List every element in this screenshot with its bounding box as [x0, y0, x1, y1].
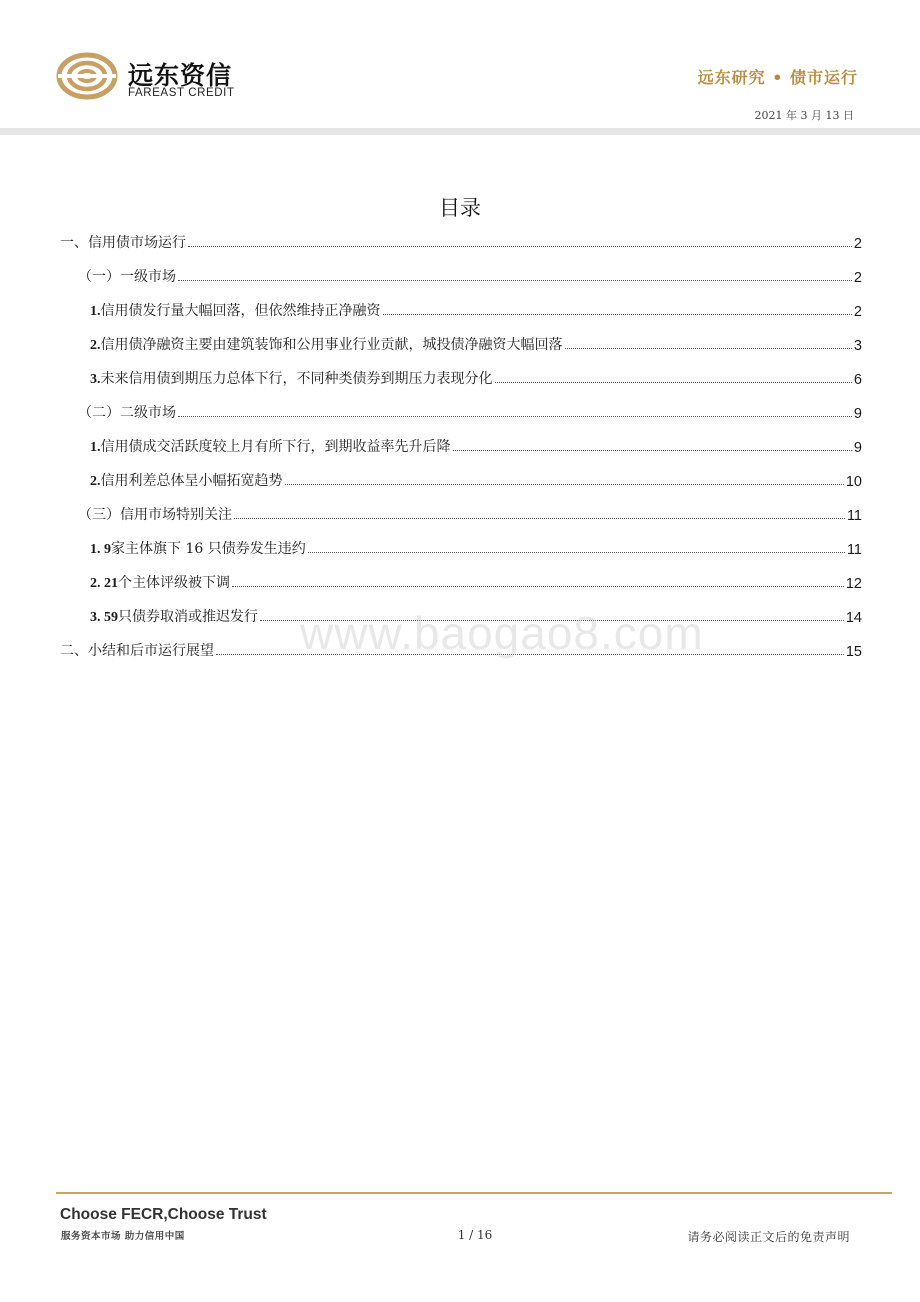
toc-entry-label: 家主体旗下 16 只债券发生违约 — [111, 541, 306, 557]
leader-dots — [453, 449, 852, 451]
toc-entry[interactable] — [90, 468, 862, 490]
toc-entry-page: 2 — [853, 236, 862, 252]
toc-entry[interactable] — [78, 264, 862, 286]
toc-entry-label: （二）二级市场 — [78, 405, 176, 421]
toc-entry[interactable] — [90, 332, 862, 354]
toc-entry[interactable] — [90, 434, 862, 456]
toc-entry-label: 未来信用债到期压力总体下行，不同种类债券到期压力表现分化 — [100, 371, 493, 387]
toc-entry[interactable] — [78, 400, 862, 422]
toc-entry-number: 1. — [90, 304, 101, 319]
leader-dots — [178, 415, 852, 417]
toc-entry[interactable] — [90, 366, 862, 388]
toc-entry-number: 2. — [90, 474, 101, 489]
leader-dots — [383, 313, 852, 315]
page-header — [0, 0, 920, 135]
toc-entry-page: 9 — [853, 406, 862, 422]
footer-slogan-en: Choose FECR,Choose Trust — [60, 1206, 267, 1223]
toc-entry-label: 信用利差总体呈小幅拓宽趋势 — [100, 473, 283, 489]
toc-entry-page: 11 — [846, 542, 862, 558]
toc-entry-page: 15 — [845, 644, 862, 660]
toc-entry-page: 6 — [853, 372, 862, 388]
toc-entry-number: 3. 59 — [90, 610, 118, 625]
toc-entry-page: 10 — [845, 474, 862, 490]
toc-entry[interactable] — [90, 298, 862, 320]
toc-entry-label: （三）信用市场特别关注 — [78, 507, 232, 523]
toc-entry-page: 14 — [845, 610, 862, 626]
toc-entry-number: 2. — [90, 338, 101, 353]
report-series: 远东研究 • 债市运行 — [697, 68, 858, 87]
toc-entry-label: （一）一级市场 — [78, 269, 176, 285]
footer-slogan-cn: 服务资本市场 助力信用中国 — [61, 1231, 185, 1242]
toc-entry-number: 1. 9 — [90, 542, 111, 557]
disclaimer-note: 请务必阅读正文后的免责声明 — [687, 1230, 850, 1244]
leader-dots — [565, 347, 852, 349]
toc-entry[interactable] — [90, 570, 862, 592]
leader-dots — [232, 585, 844, 587]
toc-entry-page: 11 — [846, 508, 862, 524]
toc-entry-label: 信用债发行量大幅回落，但依然维持正净融资 — [100, 303, 381, 319]
toc-entry-page: 2 — [853, 270, 862, 286]
toc-entry-label: 一、信用债市场运行 — [60, 235, 186, 251]
header-band — [0, 128, 920, 135]
toc-title: 目录 — [439, 196, 481, 220]
page-indicator: 1 / 16 — [457, 1228, 493, 1242]
fareast-credit-logo-icon — [56, 52, 118, 100]
brand-name-cn: 远东资信 — [128, 61, 233, 90]
toc-entry-page: 12 — [845, 576, 862, 592]
toc-entry[interactable] — [60, 230, 862, 252]
report-date: 2021 年 3 月 13 日 — [754, 109, 854, 122]
leader-dots — [178, 279, 852, 281]
toc-entry[interactable] — [78, 502, 862, 524]
footer-divider — [56, 1192, 892, 1194]
leader-dots — [285, 483, 844, 485]
leader-dots — [308, 551, 845, 553]
leader-dots — [234, 517, 845, 519]
toc-entry-label: 只债券取消或推迟发行 — [118, 609, 258, 625]
toc-entry-page: 2 — [853, 304, 862, 320]
toc-entry-label: 个主体评级被下调 — [118, 575, 230, 591]
toc-entry-page: 9 — [853, 440, 862, 456]
leader-dots — [495, 381, 852, 383]
brand-name-en: FAREAST CREDIT — [128, 87, 235, 99]
toc-entry-label: 二、小结和后市运行展望 — [60, 643, 214, 659]
leader-dots — [188, 245, 852, 247]
toc-entry-page: 3 — [853, 338, 862, 354]
watermark: www.baogao8.com — [300, 607, 704, 659]
toc-entry-label: 信用债成交活跃度较上月有所下行，到期收益率先升后降 — [100, 439, 451, 455]
toc-entry-label: 信用债净融资主要由建筑装饰和公用事业行业贡献，城投债净融资大幅回落 — [100, 337, 563, 353]
toc-entry[interactable] — [90, 536, 862, 558]
toc-entry-number: 3. — [90, 372, 101, 387]
toc-entry-number: 1. — [90, 440, 101, 455]
toc-entry-number: 2. 21 — [90, 576, 118, 591]
